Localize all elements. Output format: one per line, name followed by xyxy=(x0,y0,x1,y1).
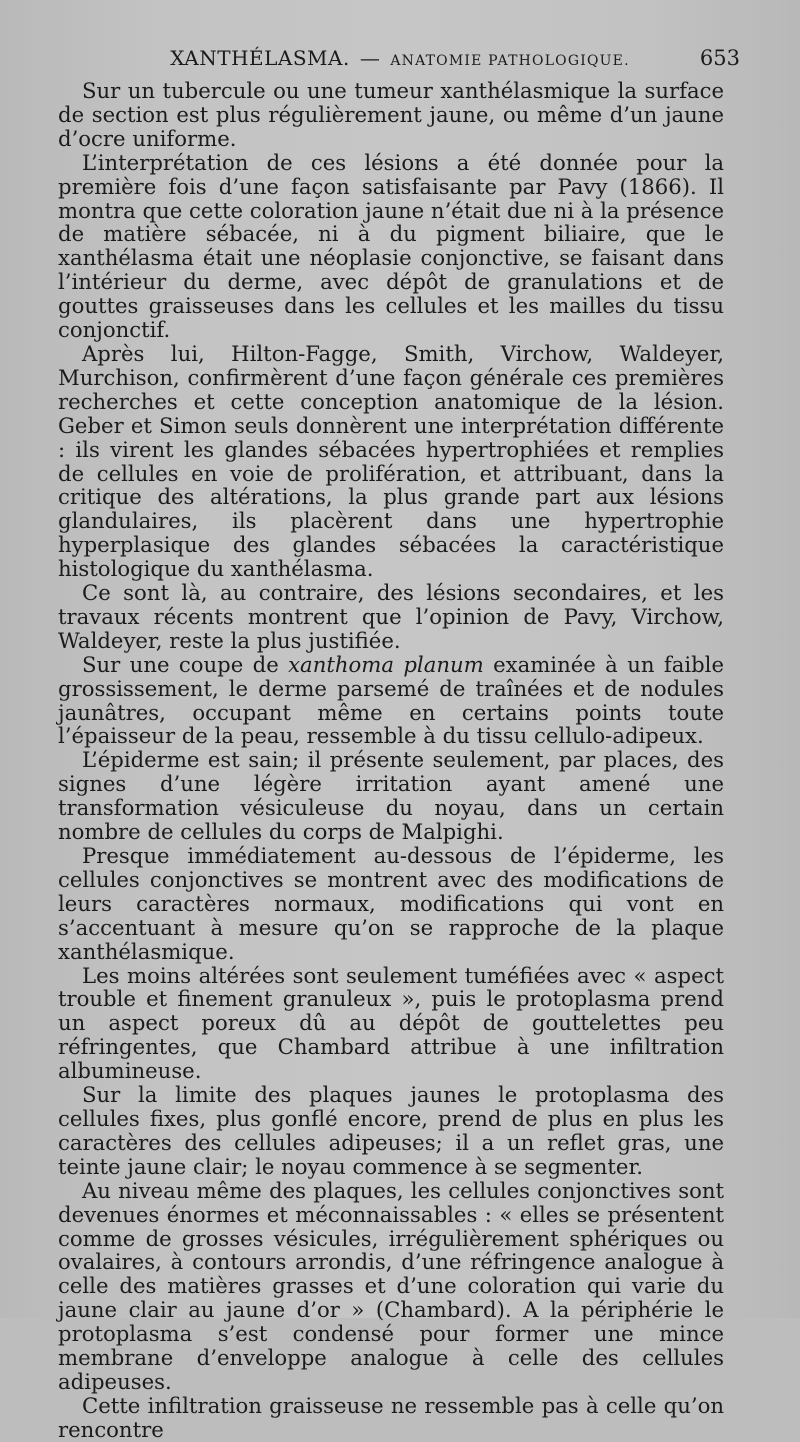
paragraph xyxy=(58,581,724,653)
paragraph xyxy=(58,844,724,964)
header-subtitle: ANATOMIE PATHOLOGIQUE. xyxy=(390,53,630,69)
paragraph xyxy=(58,342,724,581)
running-title xyxy=(0,42,800,77)
text-segment: Cette infiltration graisseuse ne ressemble pas à celle qu’on rencontre xyxy=(58,1392,724,1442)
header-dash: — xyxy=(359,46,381,70)
text-segment: Au niveau même des plaques, les cellules conjonctives sont devenues énormes et méconnaissables : « elles se présentent comme de grosses vésicules, irrégulièrement sphériques ou ovalaires, à contours arrondis, d’une réfringence analogue à celle des matières grasses et d’une coloration qui varie du jaune clair au jaune d’or » (Chambard). A la périphérie le protoplasma s’est condensé pour former une mince membrane d’enveloppe analogue à celle des cellules adipeuses. xyxy=(58,1177,724,1394)
paragraph xyxy=(58,151,724,342)
header-title: XANTHÉLASMA. xyxy=(170,46,350,70)
text-segment: L’interprétation de ces lésions a été donnée pour la première fois d’une façon satisfaisante par Pavy (1866). Il montra que cette coloration jaune n’était due ni à la présence de matière sébacée, ni à du pigment biliaire, que le xanthélasma était une néoplasie conjonctive, se faisant dans l’intérieur du derme, avec dépôt de granulations et de gouttes graisseuses dans les cellules et les mailles du tissu conjonctif. xyxy=(58,149,724,343)
paragraph xyxy=(58,653,724,749)
text-segment: Ce sont là, au contraire, des lésions secondaires, et les travaux récents montrent que l’opinion de Pavy, Virchow, Waldeyer, reste la plus justifiée. xyxy=(58,580,724,653)
italic-term: xanthoma planum xyxy=(288,651,484,677)
paragraph xyxy=(58,79,724,151)
body-text xyxy=(58,79,724,1442)
paragraph xyxy=(58,748,724,844)
text-segment: Après lui, Hilton-Fagge, Smith, Virchow, Waldeyer, Murchison, confirmèrent d’une façon générale ces premières recherches et cette conception anatomique de la lésion. Geber et Simon seuls donnèrent une interprétation différente : ils virent les glandes sébacées hypertrophiées et remplies de cellules en voie de prolifération, et attribuant, dans la critique des altérations, la plus grande part aux lésions glandulaires, ils placèrent dans une hypertrophie hyperplasique des glandes sébacées la caractéristique histologique du xanthélasma. xyxy=(58,340,724,582)
page-header xyxy=(0,42,800,74)
text-segment: Sur une coupe de xyxy=(82,651,289,677)
page-number: 653 xyxy=(699,46,740,70)
text-segment: Presque immédiatement au-dessous de l’épiderme, les cellules conjonctives se montrent avec des modifications de leurs caractères normaux, modifications qui vont en s’accentuant à mesure qu’on se rapproche de la plaque xanthélasmique. xyxy=(58,843,724,964)
text-segment: L’épiderme est sain; il présente seulement, par places, des signes d’une légère irritation ayant amené une transformation vésiculeuse du noyau, dans un certain nombre de cellules du corps de Malpighi. xyxy=(58,747,724,845)
paragraph xyxy=(58,1394,724,1442)
paragraph xyxy=(58,964,724,1084)
text-segment: Sur un tubercule ou une tumeur xanthélasmique la surface de section est plus régulièrement jaune, ou même d’un jaune d’ocre uniforme. xyxy=(58,78,724,151)
text-segment: examinée à un faible grossissement, le derme parsemé de traînées et de nodules jaunâtres, occupant même en certains points toute l’épaisseur de la peau, ressemble à du tissu cellulo-adipeux. xyxy=(58,651,724,749)
text-segment: Sur la limite des plaques jaunes le protoplasma des cellules fixes, plus gonflé encore, prend de plus en plus les caractères des cellules adipeuses; il a un reflet gras, une teinte jaune clair; le noyau commence à se segmenter. xyxy=(58,1082,724,1179)
paragraph xyxy=(58,1083,724,1179)
paragraph xyxy=(58,1179,724,1394)
text-segment: Les moins altérées sont seulement tuméfiées avec « aspect trouble et finement granuleux », puis le protoplasma prend un aspect poreux dû au dépôt de gouttelettes peu réfringentes, que Chambard attribue à une infiltration albumineuse. xyxy=(58,962,724,1084)
